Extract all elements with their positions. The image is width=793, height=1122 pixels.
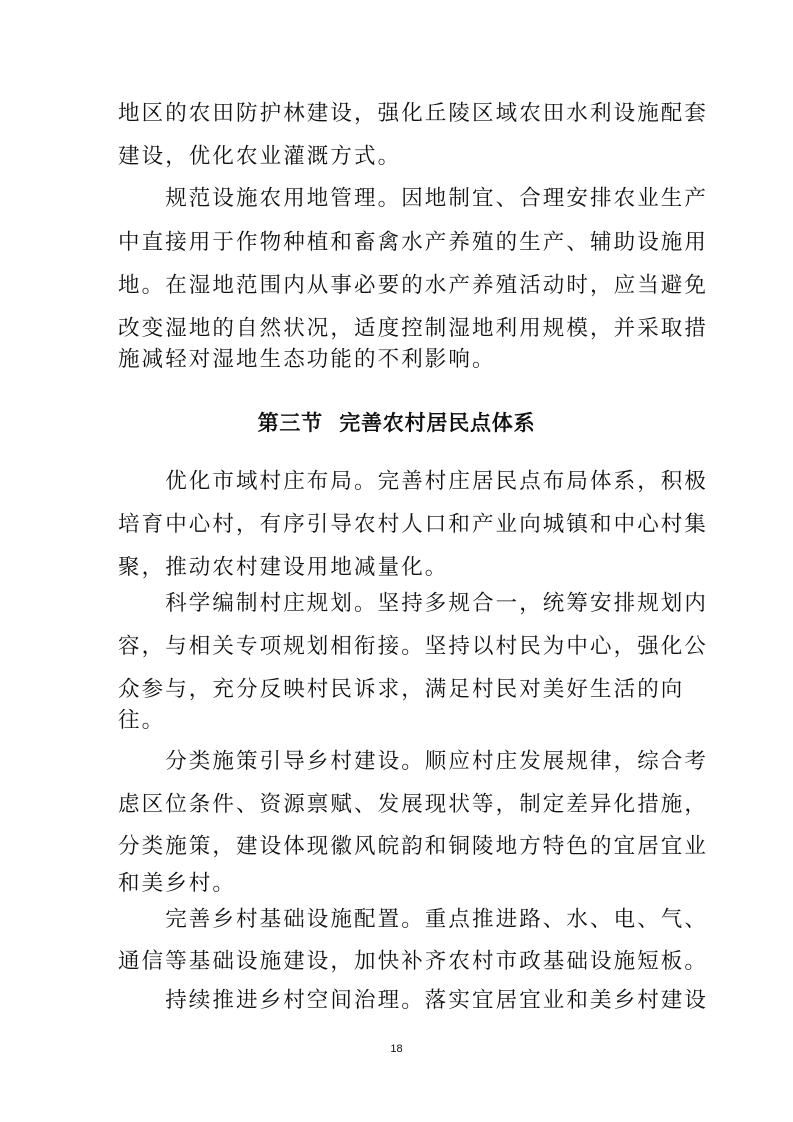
paragraph-line: 通信等基础设施建设，加快补齐农村市政基础设施短板。 — [118, 949, 709, 974]
paragraph-line: 分类施策引导乡村建设。顺应村庄发展规律，综合考 — [118, 749, 709, 774]
paragraph-line: 聚，推动农村建设用地减量化。 — [118, 555, 449, 580]
paragraph-line: 施减轻对湿地生态功能的不利影响。 — [118, 347, 496, 372]
paragraph-line: 规范设施农用地管理。因地制宜、合理安排农业生产 — [118, 186, 709, 211]
paragraph-line: 建设，优化农业灌溉方式。 — [118, 144, 402, 169]
paragraph-line: 优化市域村庄布局。完善村庄居民点布局体系，积极 — [118, 469, 709, 494]
paragraph-line: 众参与，充分反映村民诉求，满足村民对美好生活的向 — [118, 677, 685, 702]
paragraph-line: 持续推进乡村空间治理。落实宜居宜业和美乡村建设 — [118, 988, 709, 1013]
page-number: 18 — [390, 1043, 403, 1055]
paragraph-line: 分类施策，建设体现徽风皖韵和铜陵地方特色的宜居宜业 — [118, 834, 709, 859]
paragraph-line: 和美乡村。 — [118, 871, 237, 896]
paragraph-line: 改变湿地的自然状况，适度控制湿地利用规模，并采取措 — [118, 316, 709, 341]
paragraph-line: 地区的农田防护林建设，强化丘陵区域农田水利设施配套 — [118, 101, 709, 126]
paragraph-line: 中直接用于作物种植和畜禽水产养殖的生产、辅助设施用 — [118, 230, 709, 255]
section-heading: 第三节 完善农村居民点体系 — [257, 411, 536, 435]
paragraph-line: 容，与相关专项规划相衔接。坚持以村民为中心，强化公 — [118, 634, 709, 659]
paragraph-line: 科学编制村庄规划。坚持多规合一，统筹安排规划内 — [118, 591, 709, 616]
paragraph-line: 培育中心村，有序引导农村人口和产业向城镇和中心村集 — [118, 512, 709, 537]
paragraph-line: 完善乡村基础设施配置。重点推进路、水、电、气、 — [118, 907, 709, 932]
paragraph-line: 虑区位条件、资源禀赋、发展现状等，制定差异化措施， — [118, 792, 709, 817]
paragraph-line: 往。 — [118, 708, 166, 733]
paragraph-line: 地。在湿地范围内从事必要的水产养殖活动时，应当避免 — [118, 273, 709, 298]
